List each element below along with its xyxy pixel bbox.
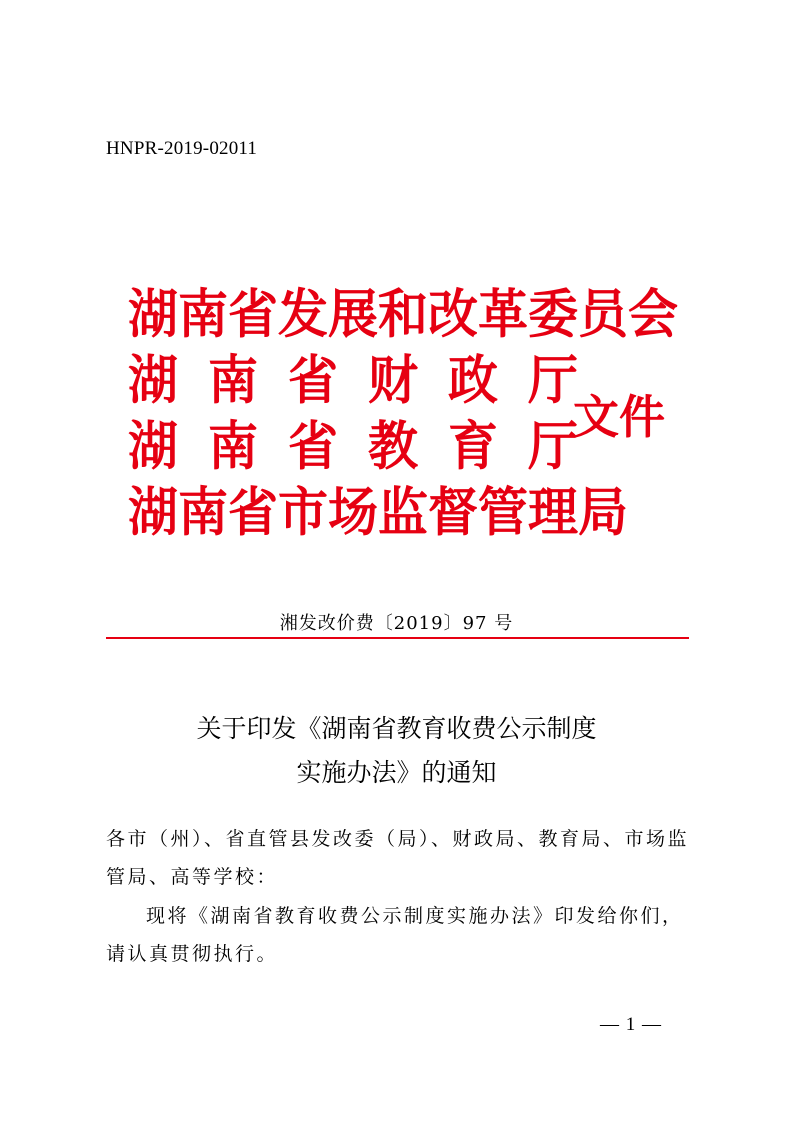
title-line-1: 关于印发《湖南省教育收费公示制度 [196, 714, 597, 743]
agency-education: 湖 南 省 教 育 厅 [128, 415, 578, 477]
page-number: — 1 — [600, 1014, 662, 1035]
document-suffix: 文件 [573, 390, 665, 444]
agency-finance: 湖 南 省 财 政 厅 [128, 349, 578, 411]
addressee: 各市（州）、省直管县发改委（局）、财政局、教育局、市场监管局、高等学校： [106, 828, 690, 888]
document-identifier: HNPR-2019-02011 [106, 138, 258, 159]
document-title [0, 707, 793, 795]
agency-ndrc: 湖南省发展和改革委员会 [128, 283, 678, 345]
body-paragraph: 现将《湖南省教育收费公示制度实施办法》印发给你们，请认真贯彻执行。 [106, 905, 684, 965]
agency-market-regulation: 湖南省市场监督管理局 [128, 481, 628, 543]
title-line-2: 实施办法》的通知 [296, 758, 497, 787]
red-divider [106, 637, 689, 639]
document-number: 湘发改价费〔2019〕97 号 [279, 613, 514, 634]
